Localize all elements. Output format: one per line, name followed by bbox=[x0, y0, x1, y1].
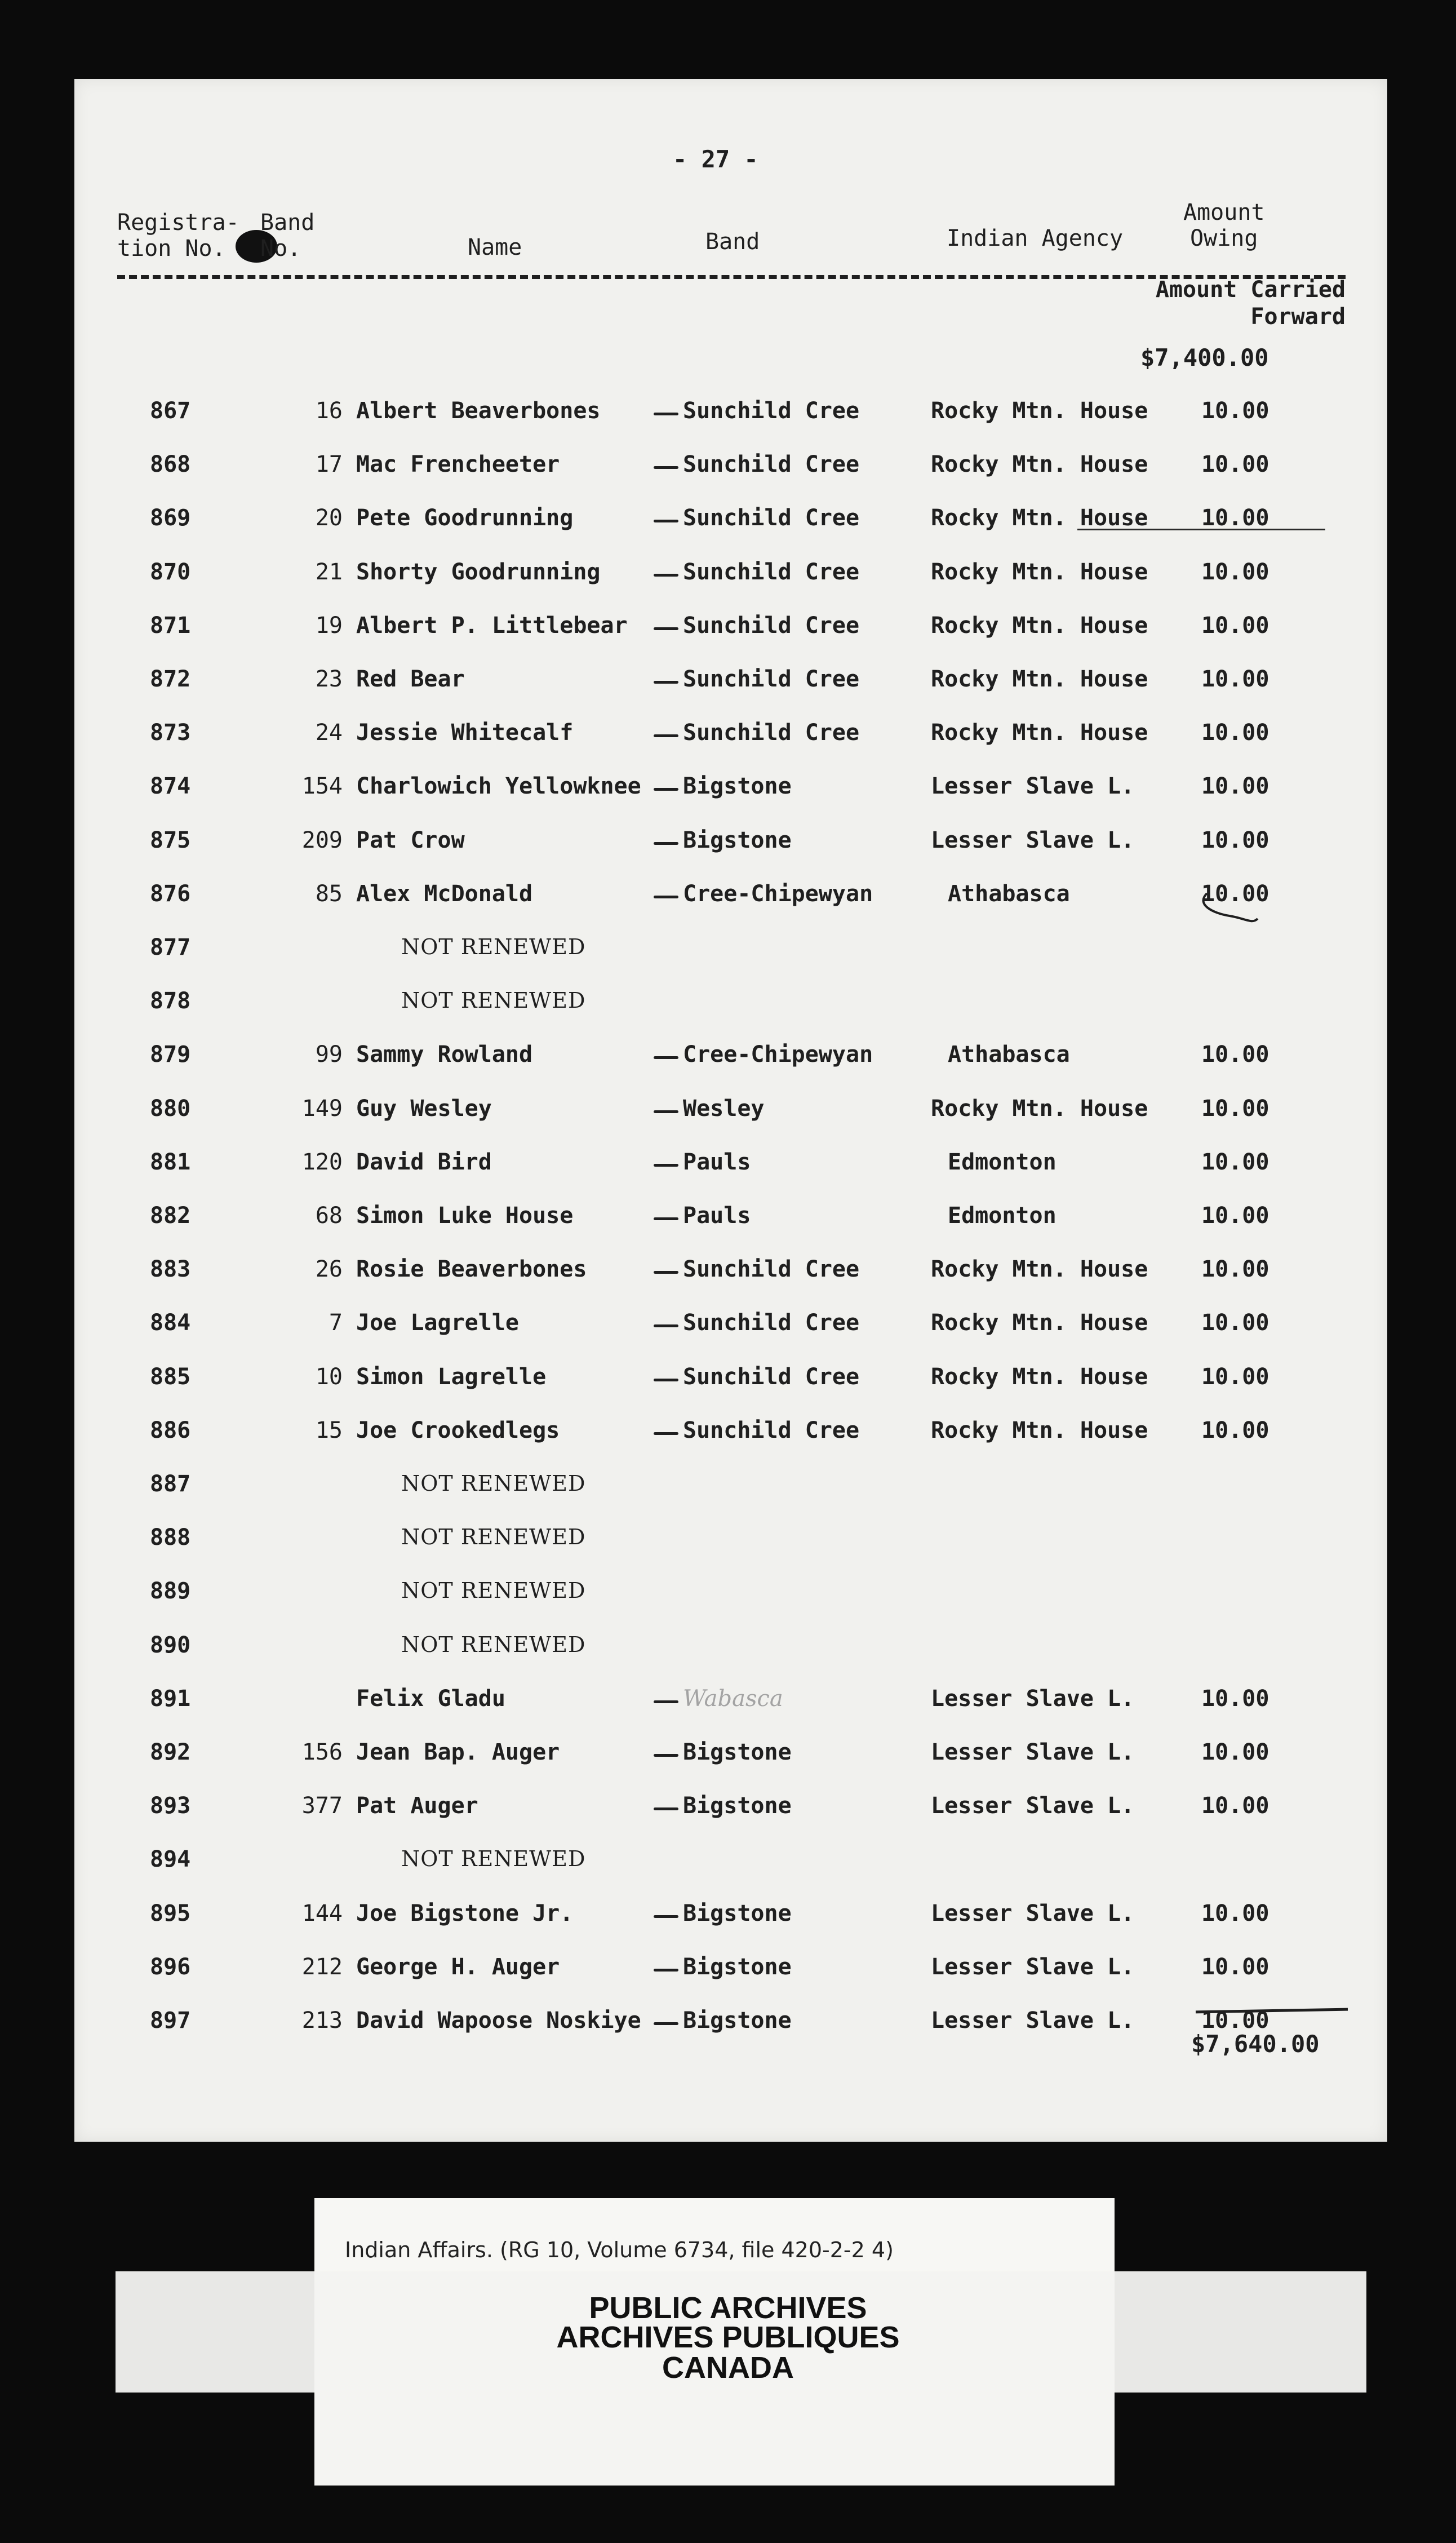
band-name: Sunchild Cree bbox=[683, 1310, 860, 1336]
indian-agency: Rocky Mtn. House bbox=[931, 1417, 1148, 1443]
registration-number: 878 bbox=[150, 988, 191, 1014]
dash-mark bbox=[654, 627, 678, 630]
page-total: $7,640.00 bbox=[1191, 2030, 1320, 2058]
not-renewed-note: NOT RENEWED bbox=[401, 988, 586, 1013]
member-name: Joe Lagrelle bbox=[356, 1310, 519, 1336]
amount-owing: 10.00 bbox=[1201, 398, 1269, 424]
band-number: 154 bbox=[301, 773, 343, 799]
indian-agency: Lesser Slave L. bbox=[931, 1793, 1135, 1819]
indian-agency: Lesser Slave L. bbox=[931, 2008, 1135, 2033]
amount-owing: 10.00 bbox=[1201, 1364, 1269, 1390]
member-name: Pat Auger bbox=[356, 1793, 478, 1819]
registration-number: 891 bbox=[150, 1686, 191, 1712]
not-renewed-note: NOT RENEWED bbox=[401, 1846, 586, 1871]
amount-owing: 10.00 bbox=[1201, 773, 1269, 799]
indian-agency: Athabasca bbox=[948, 1042, 1070, 1067]
band-number: 156 bbox=[301, 1739, 343, 1765]
amount-owing: 10.00 bbox=[1201, 1417, 1269, 1443]
member-name: Jean Bap. Auger bbox=[356, 1739, 560, 1765]
band-name: Sunchild Cree bbox=[683, 720, 860, 746]
amount-owing: 10.00 bbox=[1201, 720, 1269, 746]
band-name: Cree-Chipewyan bbox=[683, 881, 873, 907]
dash-mark bbox=[654, 1164, 678, 1167]
dash-mark bbox=[654, 1915, 678, 1918]
registration-number: 888 bbox=[150, 1525, 191, 1550]
band-name: Pauls bbox=[683, 1149, 751, 1175]
amount-owing: 10.00 bbox=[1201, 1739, 1269, 1765]
dash-mark bbox=[654, 734, 678, 737]
amount-owing: 10.00 bbox=[1201, 1256, 1269, 1282]
not-renewed-note: NOT RENEWED bbox=[401, 1525, 586, 1549]
dash-mark bbox=[654, 1700, 678, 1703]
member-name: Felix Gladu bbox=[356, 1686, 505, 1712]
band-number: 99 bbox=[315, 1042, 343, 1067]
not-renewed-note: NOT RENEWED bbox=[401, 1632, 586, 1657]
registration-number: 874 bbox=[150, 773, 191, 799]
member-name: Albert P. Littlebear bbox=[356, 613, 628, 639]
member-name: George H. Auger bbox=[356, 1954, 560, 1980]
member-name: Rosie Beaverbones bbox=[356, 1256, 587, 1282]
band-number: 24 bbox=[315, 720, 343, 746]
registration-number: 870 bbox=[150, 559, 191, 585]
band-name: Cree-Chipewyan bbox=[683, 1042, 873, 1067]
member-name: Sammy Rowland bbox=[356, 1042, 533, 1067]
archive-name-en: PUBLIC ARCHIVES bbox=[589, 2291, 867, 2325]
amount-owing: 10.00 bbox=[1201, 1310, 1269, 1336]
registration-number: 880 bbox=[150, 1096, 191, 1122]
registration-number: 890 bbox=[150, 1632, 191, 1658]
indian-agency: Rocky Mtn. House bbox=[931, 613, 1148, 639]
registration-number: 881 bbox=[150, 1149, 191, 1175]
member-name: Charlowich Yellowknee bbox=[356, 773, 641, 799]
band-name: Sunchild Cree bbox=[683, 451, 860, 477]
band-number: 17 bbox=[315, 451, 343, 477]
band-name: Sunchild Cree bbox=[683, 505, 860, 531]
indian-agency: Rocky Mtn. House bbox=[931, 559, 1148, 585]
indian-agency: Lesser Slave L. bbox=[931, 1739, 1135, 1765]
band-number: 120 bbox=[301, 1149, 343, 1175]
member-name: Simon Luke House bbox=[356, 1203, 574, 1229]
amount-owing: 10.00 bbox=[1201, 1686, 1269, 1712]
band-number: 7 bbox=[329, 1310, 343, 1336]
band-name: Bigstone bbox=[683, 773, 792, 799]
registration-number: 886 bbox=[150, 1417, 191, 1443]
band-name: Bigstone bbox=[683, 2008, 792, 2033]
amount-owing: 10.00 bbox=[1201, 1096, 1269, 1122]
registration-number: 871 bbox=[150, 613, 191, 639]
archive-name-fr: ARCHIVES PUBLIQUES bbox=[556, 2320, 900, 2354]
member-name: Joe Bigstone Jr. bbox=[356, 1900, 574, 1926]
amount-owing: 10.00 bbox=[1201, 613, 1269, 639]
registration-number: 879 bbox=[150, 1042, 191, 1067]
indian-agency: Edmonton bbox=[948, 1149, 1057, 1175]
bracket-mark bbox=[1196, 891, 1263, 930]
band-name: Bigstone bbox=[683, 1739, 792, 1765]
registration-number: 892 bbox=[150, 1739, 191, 1765]
registration-number: 869 bbox=[150, 505, 191, 531]
band-number: 26 bbox=[315, 1256, 343, 1282]
indian-agency: Rocky Mtn. House bbox=[931, 720, 1148, 746]
registration-number: 889 bbox=[150, 1578, 191, 1604]
registration-number: 882 bbox=[150, 1203, 191, 1229]
band-number: 212 bbox=[301, 1954, 343, 1980]
dash-mark bbox=[654, 413, 678, 415]
indian-agency: Rocky Mtn. House bbox=[931, 1256, 1148, 1282]
header-amount-owing: Amount Owing bbox=[1183, 200, 1265, 251]
amount-owing: 10.00 bbox=[1201, 505, 1269, 531]
band-number: 377 bbox=[301, 1793, 343, 1819]
band-number: 19 bbox=[315, 613, 343, 639]
band-name: Sunchild Cree bbox=[683, 1364, 860, 1390]
not-renewed-note: NOT RENEWED bbox=[401, 934, 586, 959]
dash-mark bbox=[654, 1217, 678, 1220]
band-number: 16 bbox=[315, 398, 343, 424]
dash-mark bbox=[654, 1379, 678, 1381]
dash-mark bbox=[654, 1432, 678, 1435]
amount-owing: 10.00 bbox=[1201, 666, 1269, 692]
amount-owing: 10.00 bbox=[1201, 451, 1269, 477]
indian-agency: Lesser Slave L. bbox=[931, 1954, 1135, 1980]
indian-agency: Rocky Mtn. House bbox=[931, 666, 1148, 692]
member-name: Shorty Goodrunning bbox=[356, 559, 601, 585]
band-name: Pauls bbox=[683, 1203, 751, 1229]
amount-owing: 10.00 bbox=[1201, 559, 1269, 585]
amount-owing: 10.00 bbox=[1201, 1149, 1269, 1175]
dash-mark bbox=[654, 1271, 678, 1274]
band-name: Sunchild Cree bbox=[683, 398, 860, 424]
indian-agency: Rocky Mtn. House bbox=[931, 1310, 1148, 1336]
member-name: Pete Goodrunning bbox=[356, 505, 574, 531]
page-number: - 27 - bbox=[673, 145, 758, 173]
indian-agency: Rocky Mtn. House bbox=[931, 1364, 1148, 1390]
dash-mark bbox=[654, 520, 678, 522]
member-name: Alex McDonald bbox=[356, 881, 533, 907]
dash-mark bbox=[654, 1969, 678, 1972]
member-name: Pat Crow bbox=[356, 827, 465, 853]
band-name: Wesley bbox=[683, 1096, 765, 1122]
dash-mark bbox=[654, 1324, 678, 1327]
registration-number: 884 bbox=[150, 1310, 191, 1336]
amount-owing: 10.00 bbox=[1201, 1042, 1269, 1067]
registration-number: 867 bbox=[150, 398, 191, 424]
dash-mark bbox=[654, 1807, 678, 1810]
header-band: Band bbox=[705, 229, 760, 255]
amount-owing: 10.00 bbox=[1201, 827, 1269, 853]
member-name: Mac Frencheeter bbox=[356, 451, 560, 477]
header-indian-agency: Indian Agency bbox=[947, 225, 1124, 251]
registration-number: 896 bbox=[150, 1954, 191, 1980]
band-number: 213 bbox=[301, 2008, 343, 2033]
amount-owing: 10.00 bbox=[1201, 1900, 1269, 1926]
band-name: Bigstone bbox=[683, 827, 792, 853]
carried-forward-amount: $7,400.00 bbox=[1140, 344, 1269, 371]
registration-number: 885 bbox=[150, 1364, 191, 1390]
indian-agency: Rocky Mtn. House bbox=[931, 505, 1148, 531]
dash-mark bbox=[654, 681, 678, 684]
registration-number: 868 bbox=[150, 451, 191, 477]
indian-agency: Lesser Slave L. bbox=[931, 1686, 1135, 1712]
indian-agency: Edmonton bbox=[948, 1203, 1057, 1229]
carried-forward-label: Amount Carried Forward bbox=[1155, 277, 1346, 330]
header-registration-no: Registra- tion No. bbox=[117, 210, 239, 262]
band-name: Sunchild Cree bbox=[683, 559, 860, 585]
dash-mark bbox=[654, 896, 678, 898]
member-name: David Bird bbox=[356, 1149, 492, 1175]
header-name: Name bbox=[468, 234, 522, 260]
band-name: Wabasca bbox=[683, 1686, 783, 1712]
band-name: Sunchild Cree bbox=[683, 1256, 860, 1282]
registration-number: 894 bbox=[150, 1846, 191, 1872]
registration-number: 883 bbox=[150, 1256, 191, 1282]
band-name: Sunchild Cree bbox=[683, 1417, 860, 1443]
amount-owing: 10.00 bbox=[1201, 1793, 1269, 1819]
band-name: Bigstone bbox=[683, 1793, 792, 1819]
member-name: David Wapoose Noskiye bbox=[356, 2008, 641, 2033]
band-number: 15 bbox=[315, 1417, 343, 1443]
dash-mark bbox=[654, 1754, 678, 1757]
archive-country: CANADA bbox=[662, 2351, 794, 2385]
indian-agency: Rocky Mtn. House bbox=[931, 1096, 1148, 1122]
amount-owing: 10.00 bbox=[1201, 1203, 1269, 1229]
archive-reference: Indian Affairs. (RG 10, Volume 6734, file 420-2-2 4) bbox=[345, 2238, 894, 2262]
registration-number: 876 bbox=[150, 881, 191, 907]
member-name: Simon Lagrelle bbox=[356, 1364, 547, 1390]
band-number: 23 bbox=[315, 666, 343, 692]
dash-mark bbox=[654, 1056, 678, 1059]
band-number: 144 bbox=[301, 1900, 343, 1926]
member-name: Guy Wesley bbox=[356, 1096, 492, 1122]
member-name: Joe Crookedlegs bbox=[356, 1417, 560, 1443]
registration-number: 897 bbox=[150, 2008, 191, 2033]
indian-agency: Lesser Slave L. bbox=[931, 1900, 1135, 1926]
registration-number: 895 bbox=[150, 1900, 191, 1926]
registration-number: 875 bbox=[150, 827, 191, 853]
dash-mark bbox=[654, 466, 678, 469]
amount-owing: 10.00 bbox=[1201, 881, 1269, 907]
indian-agency: Lesser Slave L. bbox=[931, 773, 1135, 799]
indian-agency: Lesser Slave L. bbox=[931, 827, 1135, 853]
member-name: Red Bear bbox=[356, 666, 465, 692]
indian-agency: Athabasca bbox=[948, 881, 1070, 907]
band-name: Bigstone bbox=[683, 1954, 792, 1980]
dash-mark bbox=[654, 788, 678, 791]
band-number: 21 bbox=[315, 559, 343, 585]
underline-mark bbox=[1077, 529, 1325, 530]
not-renewed-note: NOT RENEWED bbox=[401, 1471, 586, 1496]
band-number: 149 bbox=[301, 1096, 343, 1122]
band-number: 10 bbox=[315, 1364, 343, 1390]
member-name: Albert Beaverbones bbox=[356, 398, 601, 424]
band-number: 20 bbox=[315, 505, 343, 531]
band-number: 68 bbox=[315, 1203, 343, 1229]
indian-agency: Rocky Mtn. House bbox=[931, 451, 1148, 477]
registration-number: 887 bbox=[150, 1471, 191, 1497]
not-renewed-note: NOT RENEWED bbox=[401, 1578, 586, 1603]
band-name: Sunchild Cree bbox=[683, 666, 860, 692]
band-number: 85 bbox=[315, 881, 343, 907]
header-band-no: Band No. bbox=[260, 210, 315, 262]
indian-agency: Rocky Mtn. House bbox=[931, 398, 1148, 424]
registration-number: 893 bbox=[150, 1793, 191, 1819]
dash-mark bbox=[654, 2022, 678, 2025]
band-name: Bigstone bbox=[683, 1900, 792, 1926]
amount-owing: 10.00 bbox=[1201, 1954, 1269, 1980]
registration-number: 873 bbox=[150, 720, 191, 746]
registration-number: 877 bbox=[150, 934, 191, 960]
band-name: Sunchild Cree bbox=[683, 613, 860, 639]
document-page bbox=[74, 79, 1387, 2142]
dash-mark bbox=[654, 1110, 678, 1113]
dash-mark bbox=[654, 574, 678, 577]
dash-mark bbox=[654, 842, 678, 845]
member-name: Jessie Whitecalf bbox=[356, 720, 574, 746]
amount-owing: 10.00 bbox=[1201, 2008, 1269, 2033]
registration-number: 872 bbox=[150, 666, 191, 692]
band-number: 209 bbox=[301, 827, 343, 853]
